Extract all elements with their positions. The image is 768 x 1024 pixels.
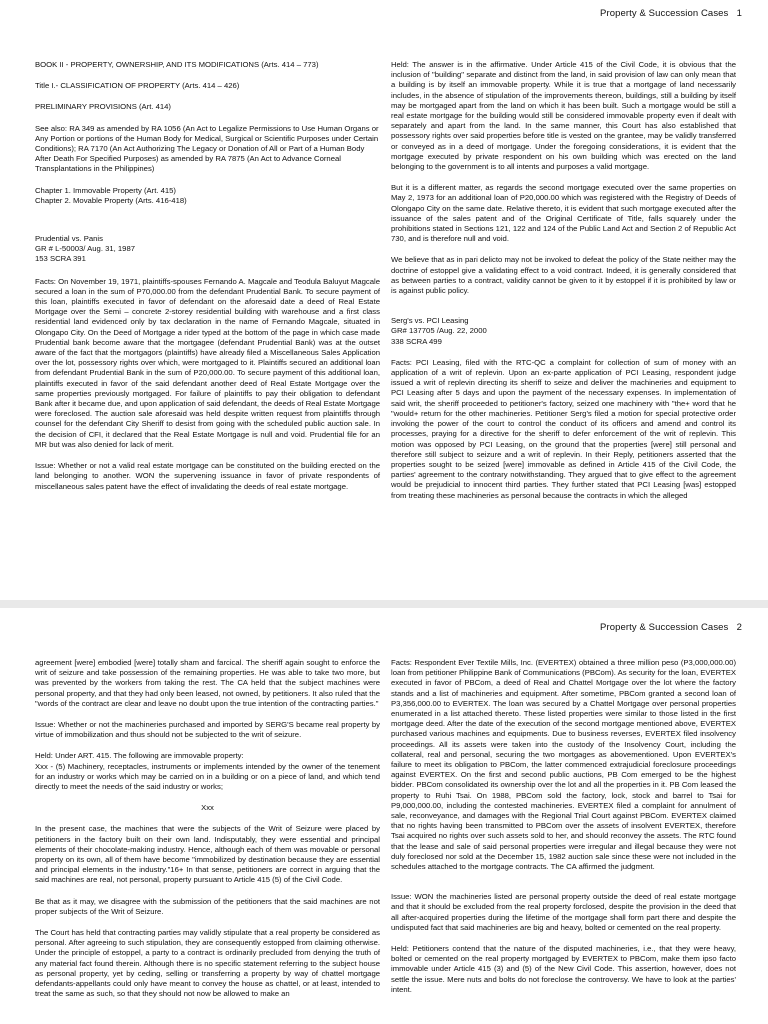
right-column xyxy=(391,658,736,1006)
disagree-paragraph: Be that as it may, we disagree with the submission of the petitioners that the said machines are not proper subjects of the Writ of Seizure. xyxy=(35,896,380,916)
issue-paragraph: Issue: WON the machineries listed are personal property outside the deed of real estate mortgage and that it should be excluded from the real property forclosed, despite the provision in the deed that all after-acquired properties during the lifetime of the mortgage shall form part there and despite the undisputed fact that said machineries are big and heavy, bolted or cemented on the real property. xyxy=(391,892,736,932)
facts-paragraph: Facts: Respondent Ever Textile Mills, Inc. (EVERTEX) obtained a three million peso (P3,000,000.00) loan from petitioner Philippine Bank of Communications (PBCom). As security for the loan, EVERTEX executed in favor of PBCom, a deed of Real and Chattel Mortgage over the lot where the factory stands and a list of machineries and equipment. After sometime, PBCom granted a second loan of P3,356,000.00 to EVERTEX. The loan was secured by a Chattel Mortgage over personal properties enumerated in a list attached thereto. These listed properties were similar to those listed in the first mortgage deed. After the date of the execution of the second mortgage mentioned above, EVERTEX purchased various machines and equipments. Due to business reverses, EVERTEX filed insolvency proceedings. All its assets were taken into the custody of the Insolvency Court, including the collateral, real and personal, securing the two mortgages as abovementioned. Upon EVERTEX's failure to meet its obligation to PBCom, the latter commenced extrajudicial foreclosure proceedings against EVERTEX. On the first and second public auctions, PB Com emerged to be the highest bidder. PBCom consolidated its ownership over the lot and all the properties in it. PB Com leased the property to Ruhi Tsai. On 1988, PBCom sold the factory, lock, stock and barrel to Tsai for P9,000,000.00, including the contested machineries. EVERTEX filed a complaint for annulment of sale, reconveyance, and damages with the Regional Trial Court against PBCom. EVERTEX claimed that no rights having been transmitted to PBCom over the assets of insolvent EVERTEX, therefore Tsai acquired no rights over such assets sold to her, and should reconvey the assets. The RTC found that the lease and sale of said personal properties were irregular and illegal because they were not duly foreclosed nor sold at the December 15, 1982 auction sale since these were not included in the schedules attached to the mortgage contracts. The CA affirmed the judgment. xyxy=(391,658,736,872)
page-header: Property & Succession Cases 2 xyxy=(600,622,742,633)
continued-facts-paragraph: agreement [were] embodied [were] totally sham and farcical. The sheriff again sought to enforce the writ of seizure and take possession of the remaining properties. He was able to take two more, but was prevented by the workers from taking the rest. The CA held that the subject machines were personal property, and that they had only been leased, not owned, by petitioners. It also ruled that the "words of the contract are clear and leave no doubt upon the true intention of the contracting parties." xyxy=(35,658,380,708)
book-heading: BOOK II - PROPERTY, OWNERSHIP, AND ITS MODIFICATIONS (Arts. 414 – 773) xyxy=(35,60,319,69)
facts-paragraph: Facts: On November 19, 1971, plaintiffs-spouses Fernando A. Magcale and Teodula Baluyut Magcale secured a loan in the sum of P70,000.00 from the defendant Prudential Bank. To secure payment of this loan, plaintiffs executed in favor of defendant on the aforesaid date a deed of Real Estate Mortgage over the Semi – concrete 2-storey residential building with warehouse and a first class residential land evidenced only by tax declaration in the name of Fernando Magcale, situated in Olongapo City. On the Deed of Mortgage a rider typed at the bottom of the page in which case made Prudential bank become aware that the mortgagee (defendant Prudential Bank) was at the outset aware of the fact that the mortgagors (plaintiffs) have already filed a Miscellaneous Sales Application over the lot, possessory rights over which, were mortgaged to it. Plaintiffs secured an additional loan from defendant Prudential Bank in the sum of P20,000.00. To secure payment of this additional loan, plaintiffs executed in favor of the said defendant another deed of Real Estate Mortgage over the same properties previously mortgaged. For failure of plaintiffs to pay their obligation to defendant Bank after it became due, and upon application of said defendant, the deeds of Real Estate Mortgage were foreclosed. The auction sale aforesaid was held despite written request from plaintiffs through counsel for the defendant City Sheriff to desist from going with the scheduled public auction sale. In the decision of CFI, it declared that the Real Estate Mortgage is null and void. Prudential file for an MR but was also denied for lack of merit. xyxy=(35,276,380,449)
held-paragraph: Held: Petitioners contend that the nature of the disputed machineries, i.e., that they were heavy, bolted or cemented on the real property mortgaged by EVERTEX to PBCom, make them ipso facto immovable under Article 415 (3) and (5) of the New Civil Code. This assertion, however, does not settle the issue. Mere nuts and bolts do not foreclose the controversy. We have to look at the parties' intent. xyxy=(391,944,736,994)
issue-paragraph: Issue: Whether or not a valid real estate mortgage can be constituted on the building erected on the land belonging to another. WON the supervening issuance in favor of private respondents of miscellaneous sales patent have the effect of invalidating the deeds of real estate mortgage. xyxy=(35,461,380,491)
second-mortgage-paragraph: But it is a different matter, as regards the second mortgage executed over the same properties on May 2, 1973 for an additional loan of P20,000.00 which was registered with the Registry of Deeds of Olongapo City on the same date. Relative thereto, it is evident that such mortgage executed after the issuance of the sales patent and of the Original Certificate of Title, falls squarely under the prohibitions stated in Sections 121, 122 and 124 of the Public Land Act and Section 2 of Republic Act 730, and is therefore null and void. xyxy=(391,183,736,244)
title-heading: Title I.- CLASSIFICATION OF PROPERTY (Arts. 414 – 426) xyxy=(35,81,240,91)
held-paragraph: Held: The answer is in the affirmative. Under Article 415 of the Civil Code, it is obvious that the inclusion of "building" separate and distinct from the land, in said provision of law can only mean that a building is by itself an immovable property. While it is true that a mortgage of land necessarily includes, in the absence of stipulation of the improvements thereon, buildings, still a building by itself may be mortgaged apart from the land on which it has been built. Such a mortgage would be still a real estate mortgage for the building would still be considered immovable property even if dealt with separately and apart from the land. In the same manner, this Court has also established that possessory rights over said properties before title is vested on the grantee, may be validly transferred or conveyed as in a deed of mortgage. Under the foregoing considerations, it is evident that the mortgage executed by private respondent on his own building which was erected on the land belonging to the government is to all intents and purposes a valid mortgage. xyxy=(391,60,736,172)
right-column xyxy=(391,60,736,512)
left-column xyxy=(35,60,380,503)
held-paragraph: Held: Under ART. 415. The following are immovable property: Xxx - (5) Machinery, receptacles, instruments or implements intended by the owner of the tenement for an industry or works which may be carried on in a building or on a piece of land, and which tend directly to meet the needs of the said industry or works; xyxy=(35,751,380,792)
document-page-2 xyxy=(0,608,768,1024)
estoppel-paragraph: We believe that as in pari delicto may not be invoked to defeat the policy of the State neither may the doctrine of estoppel give a validating effect to a void contract. Indeed, it is generally considered that as between parties to a contract, validity cannot be given to it by estoppel if it is prohibited by law or is against public policy. xyxy=(391,255,736,296)
present-case-paragraph: In the present case, the machines that were the subjects of the Writ of Seizure were placed by petitioners in the factory built on their own land. Indisputably, they were essential and principal elements of their chocolate-making industry. Hence, although each of them was movable or personal property on its own, all of them have become "immobilized by destination because they are essential and principal elements in the industry."16+ In that sense, petitioners are correct in arguing that the said machines are real, not personal, property pursuant to Article 415 (5) of the Civil Code. xyxy=(35,824,380,885)
case-citation: Prudential vs. Panis GR # L-50003/ Aug. 31, 1987 153 SCRA 391 xyxy=(35,234,136,264)
issue-paragraph: Issue: Whether or not the machineries purchased and imported by SERG'S became real property by virtue of immobilization and thus should not be subjected to the writ of seizure. xyxy=(35,720,380,740)
preliminary-heading: PRELIMINARY PROVISIONS (Art. 414) xyxy=(35,102,171,112)
estoppel-paragraph: The Court has held that contracting parties may validly stipulate that a real property be considered as personal. After agreeing to such stipulation, they are consequently estopped from claiming otherwise. Under the principle of estoppel, a party to a contract is ordinarily precluded from denying the truth of any material fact found therein. Although there is no specific statement referring to the subject house as personal property, yet by ceding, selling or transferring a property by way of chattel mortgage defendants-appellants could only have meant to convey the house as chattel, or at least, intended to treat the same as such, so that they should not now be allowed to make an xyxy=(35,928,380,999)
ellipsis-marker: Xxx xyxy=(201,803,214,813)
facts-paragraph: Facts: PCI Leasing, filed with the RTC-QC a complaint for collection of sum of money with an application of a writ of replevin. Upon an ex-parte application of PCI Leasing, respondent judge issued a writ of replevin directing its sheriff to seize and deliver the machineries and equipment to PCI Leasing after 5 days and upon the payment of the necessary expenses. In implementation of said writ, the sheriff proceeded to petitioner's factory, seized one machinery with "the+ word that he "would+ return for the other machineries. Petitioner Serg's filed a motion for special protective order invoking the power of the court to control the conduct of its officers and amend and control its processes, praying for a directive for the sheriff to defer enforcement of the writ of replevin. This motion was opposed by PCI Leasing, on the ground that the properties [were] still personal and therefore still subject to seizure and a writ of replevin. In their Reply, petitioners asserted that the properties sought to be seized [were] immovable as defined in Article 415 of the Civil Code, the parties' agreement to the contrary notwithstanding. They argued that to give effect to the agreement would be prejudicial to innocent third parties. They further stated that PCI Leasing [was] estopped from treating these machineries as personal because the contracts in which the alleged xyxy=(391,357,736,500)
case-citation: Serg's vs. PCI Leasing GR# 137705 /Aug. 22, 2000 338 SCRA 499 xyxy=(391,316,487,346)
page-header: Property & Succession Cases 1 xyxy=(600,8,742,19)
see-also-paragraph: See also: RA 349 as amended by RA 1056 (An Act to Legalize Permissions to Use Human Organs or Any Portion or portions of the Human Body for Medical, Surgical or Scientific Purposes under Certain Conditions); RA 7170 (An Act Authorizing The Legacy or Donation of All or Part of a Human Body After Death For Specified Purposes) as amended by RA 7875 (An Act to Advance Corneal Transplantations in the Philippines) xyxy=(35,123,379,174)
chapters-list: Chapter 1. Immovable Property (Art. 415) Chapter 2. Movable Property (Arts. 416-418) xyxy=(35,185,187,205)
left-column xyxy=(35,658,380,1010)
